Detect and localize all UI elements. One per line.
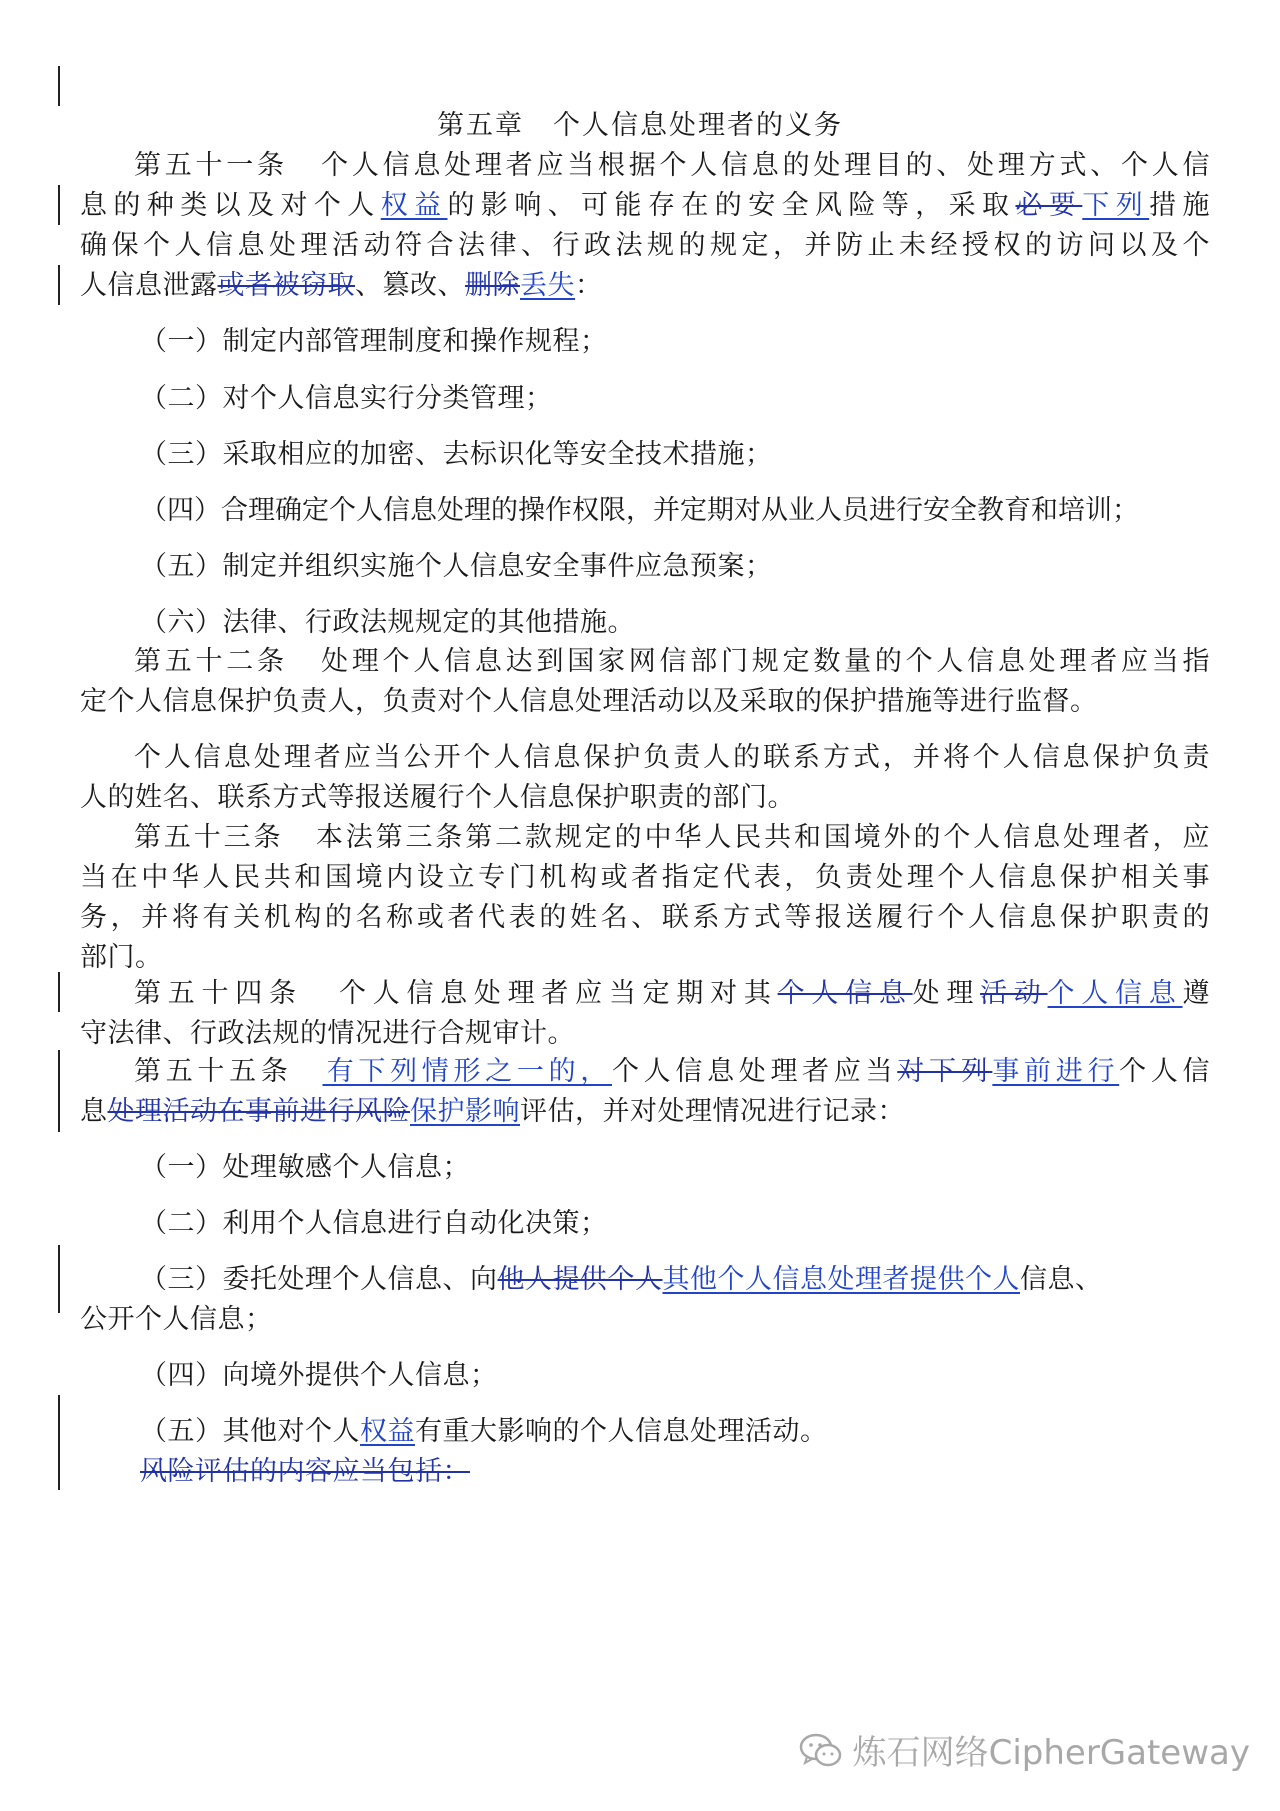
art52-line2: 定个人信息保护负责人，负责对个人信息处理活动以及采取的保护措施等进行监督。: [80, 686, 1098, 717]
art53-line3: 务，并将有关机构的名称或者代表的姓名、联系方式等报送履行个人信息保护职责的: [80, 902, 1210, 933]
wechat-icon: [799, 1732, 843, 1768]
article-label: 第五十三条: [134, 822, 284, 853]
deleted-text: 他人提供个人: [497, 1264, 663, 1295]
article-label: 第五十五条: [134, 1056, 293, 1087]
art51-item-6: （六）法律、行政法规规定的其他措施。: [140, 607, 635, 638]
deleted-text: 活动: [980, 978, 1048, 1009]
art55-item-3: （三）委托处理个人信息、向他人提供个人其他个人信息处理者提供个人信息、: [140, 1264, 1103, 1295]
inserted-text: 保护影响: [410, 1096, 520, 1127]
art51-item-2: （二）对个人信息实行分类管理；: [140, 383, 553, 414]
art52-p2-line2: 人的姓名、联系方式等报送履行个人信息保护职责的部门。: [80, 782, 795, 813]
art54-line2: 守法律、行政法规的情况进行合规审计。: [80, 1018, 575, 1049]
art51-line4: 人信息泄露或者被窃取、篡改、删除丢失：: [80, 270, 603, 301]
art51-line2: 息的种类以及对个人权益的影响、可能存在的安全风险等，采取必要下列措施: [80, 190, 1211, 221]
art51-line3: 确保个人信息处理活动符合法律、行政法规的规定，并防止未经授权的访问以及个: [80, 230, 1210, 261]
article-label: 第五十一条: [134, 150, 288, 181]
deleted-text: 个人信息: [777, 978, 913, 1009]
art51-item-4: （四）合理确定个人信息处理的操作权限，并定期对从业人员进行安全教育和培训；: [140, 495, 1139, 526]
art51-item-1: （一）制定内部管理制度和操作规程；: [140, 326, 608, 357]
art55-item-3-line2: 公开个人信息；: [80, 1304, 273, 1335]
change-bar: [58, 185, 60, 225]
inserted-text: 权益: [360, 1416, 415, 1447]
art52-p2-line1: 个人信息处理者应当公开个人信息保护负责人的联系方式，并将个人信息保护负责: [134, 742, 1210, 773]
art55-item-2: （二）利用个人信息进行自动化决策；: [140, 1208, 608, 1239]
article-label: 第五十二条: [134, 646, 288, 677]
art55-item-4: （四）向境外提供个人信息；: [140, 1360, 498, 1391]
inserted-text: 下列: [1082, 190, 1150, 221]
watermark: [799, 1725, 1250, 1774]
art53-line1: 第五十三条 本法第三条第二款规定的中华人民共和国境外的个人信息处理者，应: [134, 822, 1211, 853]
deleted-text: 风险评估的内容应当包括：: [140, 1456, 470, 1487]
art55-line1: 第五十五条 有下列情形之一的，个人信息处理者应当对下列事前进行个人信: [134, 1056, 1211, 1087]
inserted-text: 其他个人信息处理者提供个人: [662, 1264, 1020, 1295]
art53-line4: 部门。: [80, 942, 163, 973]
deleted-text: 或者被窃取: [217, 270, 355, 301]
art54-line1: 第五十四条 个人信息处理者应当定期对其个人信息处理活动个人信息遵: [134, 978, 1211, 1009]
change-bar: [58, 1395, 60, 1490]
art55-item-5: （五）其他对个人权益有重大影响的个人信息处理活动。: [140, 1416, 828, 1447]
deleted-text: 删除: [465, 270, 520, 301]
art51-line1: 第五十一条 个人信息处理者应当根据个人信息的处理目的、处理方式、个人信: [134, 150, 1211, 181]
change-bar: [58, 66, 60, 106]
inserted-text: 有下列情形之一的，: [322, 1056, 612, 1087]
art55-item-1: （一）处理敏感个人信息；: [140, 1152, 470, 1183]
inserted-text: 个人信息: [1047, 978, 1183, 1009]
art51-item-5: （五）制定并组织实施个人信息安全事件应急预案；: [140, 551, 773, 582]
art52-line1: 第五十二条 处理个人信息达到国家网信部门规定数量的个人信息处理者应当指: [134, 646, 1211, 677]
change-bar: [58, 972, 60, 1012]
inserted-text: 事前进行: [992, 1056, 1120, 1087]
change-bar: [58, 1050, 60, 1132]
watermark-text: 炼石网络CipherGateway: [852, 1733, 1250, 1773]
deleted-text: 对下列: [897, 1056, 993, 1087]
art55-deleted-line: [140, 1452, 1210, 1492]
chapter-title: 第五章 个人信息处理者的义务: [437, 110, 843, 141]
inserted-text: 权益: [380, 190, 448, 221]
art55-line2: 息处理活动在事前进行风险保护影响评估，并对处理情况进行记录：: [80, 1096, 905, 1127]
deleted-text: 处理活动在事前进行风险: [107, 1096, 410, 1127]
article-label: 第五十四条: [134, 978, 303, 1009]
art53-line2: 当在中华人民共和国境内设立专门机构或者指定代表，负责处理个人信息保护相关事: [80, 862, 1210, 893]
deleted-text: 必要: [1015, 190, 1083, 221]
inserted-text: 丢失: [520, 270, 575, 301]
change-bar: [58, 265, 60, 305]
change-bar: [58, 1245, 60, 1313]
art51-item-3: （三）采取相应的加密、去标识化等安全技术措施；: [140, 439, 773, 470]
